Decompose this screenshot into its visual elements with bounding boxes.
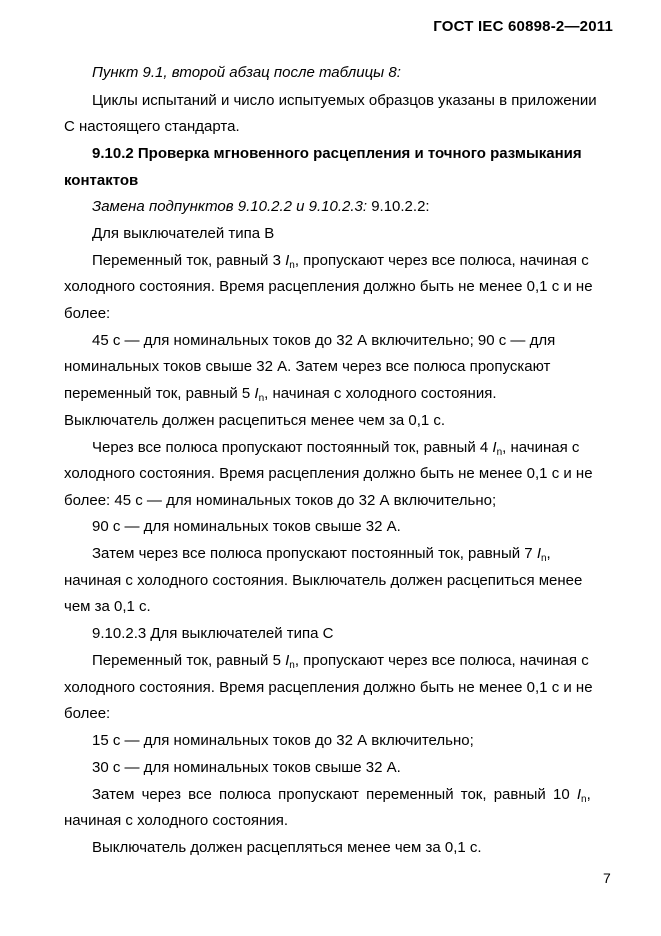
subsection-heading: 9.10.2.3 Для выключателей типа С: [92, 625, 334, 642]
paragraph-line: более:: [64, 705, 111, 722]
current-symbol: I: [576, 786, 581, 803]
current-subscript: n: [581, 794, 587, 805]
paragraph-line: Переменный ток, равный 5 $I_n$, пропускают через все полюса, начиная с: [92, 652, 589, 671]
current-symbol: I: [536, 545, 541, 562]
paragraph-line: холодного состояния. Время расцепления должно быть не менее 0,1 с и не: [64, 465, 593, 482]
paragraph-line: номинальных токов свыше 32 А. Затем через все полюса пропускают: [64, 358, 551, 375]
paragraph-line: [92, 198, 430, 216]
paragraph-line: более:: [64, 305, 111, 322]
current-symbol: I: [285, 252, 290, 269]
paragraph-line: 45 с — для номинальных токов до 32 А включительно; 90 с — для: [92, 332, 556, 349]
current-subscript: n: [289, 260, 295, 271]
paragraph-line: Затем через все полюса пропускают постоянный ток, равный 7 $I_n$,: [92, 545, 551, 564]
current-symbol: I: [254, 385, 259, 402]
paragraph-line: С настоящего стандарта.: [64, 118, 240, 135]
page-number: 7: [603, 870, 611, 886]
paragraph-line: Затем через все полюса пропускают переменный ток, равный 10 $I_n$,: [92, 786, 591, 805]
current-subscript: n: [540, 553, 547, 564]
paragraph-line: холодного состояния. Время расцепления должно быть не менее 0,1 с и не: [64, 278, 593, 295]
current-subscript: n: [289, 660, 295, 671]
paragraph-line: Переменный ток, равный 3 $I_n$, пропускают через все полюса, начиная с: [92, 252, 589, 271]
paragraph-line: Выключатель должен расцепиться менее чем за 0,1 с.: [64, 412, 446, 429]
paragraph-line: чем за 0,1 с.: [64, 598, 151, 615]
clause-number: 9.10.2.2:: [367, 198, 430, 215]
current-subscript: n: [496, 447, 503, 458]
paragraph-line: холодного состояния. Время расцепления должно быть не менее 0,1 с и не: [64, 679, 593, 696]
section-heading: 9.10.2 Проверка мгновенного расцепления и точного размыкания: [92, 145, 582, 162]
amendment-heading: Пункт 9.1, второй абзац после таблицы 8:: [92, 64, 401, 81]
paragraph-line: Для выключателей типа В: [92, 225, 275, 242]
paragraph-line: 15 с — для номинальных токов до 32 А включительно;: [92, 732, 474, 749]
paragraph-line: Циклы испытаний и число испытуемых образцов указаны в приложении: [92, 92, 597, 109]
current-symbol: I: [492, 439, 497, 456]
page-header: ГОСТ IEC 60898-2—2011: [433, 18, 613, 35]
paragraph-line: переменный ток, равный 5 $I_n$, начиная с холодного состояния.: [64, 385, 497, 404]
current-subscript: n: [258, 393, 265, 404]
section-heading: контактов: [64, 172, 139, 189]
paragraph-line: более: 45 с — для номинальных токов до 32 А включительно;: [64, 492, 497, 509]
paragraph-line: 90 с — для номинальных токов свыше 32 А.: [92, 518, 401, 535]
paragraph-line: Выключатель должен расцепляться менее чем за 0,1 с.: [92, 839, 482, 856]
paragraph-line: начиная с холодного состояния. Выключатель должен расцепиться менее: [64, 572, 583, 589]
paragraph-line: начиная с холодного состояния.: [64, 812, 289, 829]
current-symbol: I: [285, 652, 290, 669]
paragraph-line: Через все полюса пропускают постоянный ток, равный 4 $I_n$, начиная с: [92, 439, 580, 458]
replacement-note: Замена подпунктов 9.10.2.2 и 9.10.2.3:: [92, 198, 368, 215]
paragraph-line: 30 с — для номинальных токов свыше 32 А.: [92, 759, 401, 776]
